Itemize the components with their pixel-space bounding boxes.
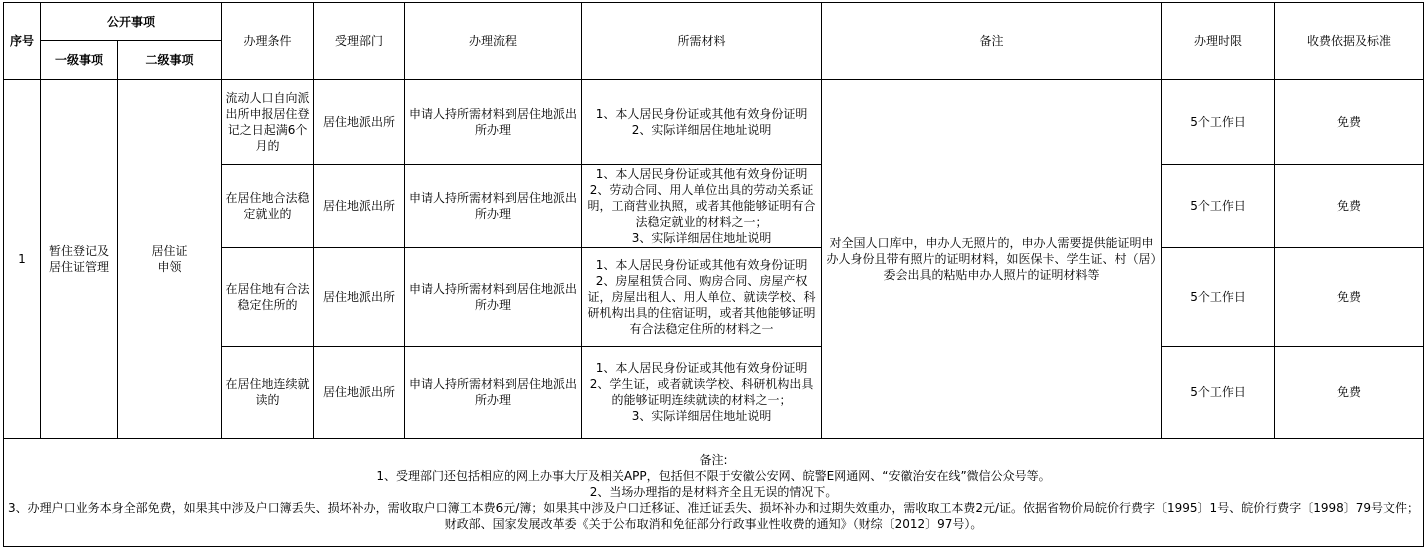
- header-department: 受理部门: [314, 3, 405, 80]
- materials-cell: [582, 248, 822, 346]
- department-cell: 居住地派出所: [314, 248, 405, 346]
- material-line: 1、本人居民身份证或其他有效身份证明: [595, 361, 808, 376]
- department-cell: 居住地派出所: [314, 80, 405, 165]
- table-row: [4, 80, 1424, 165]
- item-seq: 1: [4, 80, 41, 439]
- header-public-items: 公开事项: [41, 3, 222, 41]
- material-line: 2、实际详细居住地址说明: [631, 123, 772, 138]
- fee-cell: 免费: [1275, 80, 1424, 165]
- department-cell: 居住地派出所: [314, 346, 405, 438]
- time-limit-cell: 5个工作日: [1162, 248, 1275, 346]
- item-level2-line1: 居住证: [151, 243, 188, 258]
- material-line: 1、本人居民身份证或其他有效身份证明: [595, 167, 808, 182]
- process-cell: 申请人持所需材料到居住地派出所办理: [405, 165, 582, 248]
- item-level2: [118, 80, 222, 439]
- note-line: 3、办理户口业务本身全部免费，如果其中涉及户口簿丢失、损坏补办，需收取户口簿工本费6元/簿；如果其中涉及户口迁移证、准迁证丢失、损坏补办和过期失效重办，需收取工本费2元/证。依据省物价局皖价行费字〔1995〕1号、皖价行费字〔1998〕79号文件；财政部、国家发展改革委《关于公布取消和免征部分行政事业性收费的通知》（财综〔2012〕97号）。: [8, 501, 1419, 532]
- material-line: 2、劳动合同、用人单位出具的劳动关系证明，工商营业执照，或者其他能够证明有合法稳定就业的材料之一；: [587, 183, 816, 230]
- remark-cell: 对全国人口库中，申办人无照片的，申办人需要提供能证明申办人身份且带有照片的证明材料，如医保卡、学生证、村（居）委会出具的粘贴申办人照片的证明材料等: [822, 80, 1162, 439]
- process-cell: 申请人持所需材料到居住地派出所办理: [405, 80, 582, 165]
- materials-cell: [582, 346, 822, 438]
- notes-title: 备注:: [699, 453, 728, 468]
- department-cell: 居住地派出所: [314, 165, 405, 248]
- note-line: 2、当场办理指的是材料齐全且无误的情况下。: [589, 485, 838, 500]
- condition-cell: 流动人口自向派出所申报居住登记之日起满6个月的: [222, 80, 314, 165]
- materials-cell: [582, 80, 822, 165]
- condition-cell: 在居住地连续就读的: [222, 346, 314, 438]
- header-time-limit: 办理时限: [1162, 3, 1275, 80]
- process-cell: 申请人持所需材料到居住地派出所办理: [405, 346, 582, 438]
- material-line: 2、房屋租赁合同、购房合同、房屋产权证，房屋出租人、用人单位、就读学校、科研机构出具的住宿证明，或者其他能够证明有合法稳定住所的材料之一: [587, 274, 816, 336]
- header-seq: 序号: [4, 3, 41, 80]
- notes-cell: [4, 438, 1424, 546]
- material-line: 3、实际详细居住地址说明: [631, 409, 772, 424]
- header-level2: 二级事项: [118, 41, 222, 80]
- header-remarks: 备注: [822, 3, 1162, 80]
- condition-cell: 在居住地有合法稳定住所的: [222, 248, 314, 346]
- notes-row: [4, 438, 1424, 546]
- materials-cell: [582, 165, 822, 248]
- condition-cell: 在居住地合法稳定就业的: [222, 165, 314, 248]
- service-table: [3, 2, 1424, 547]
- header-fee-basis: 收费依据及标准: [1275, 3, 1424, 80]
- time-limit-cell: 5个工作日: [1162, 346, 1275, 438]
- time-limit-cell: 5个工作日: [1162, 80, 1275, 165]
- header-row-1: [4, 3, 1424, 41]
- header-conditions: 办理条件: [222, 3, 314, 80]
- material-line: 2、学生证，或者就读学校、科研机构出具的能够证明连续就读的材料之一；: [589, 377, 814, 408]
- fee-cell: 免费: [1275, 165, 1424, 248]
- material-line: 1、本人居民身份证或其他有效身份证明: [595, 258, 808, 272]
- time-limit-cell: 5个工作日: [1162, 165, 1275, 248]
- material-line: 3、实际详细居住地址说明: [631, 231, 772, 246]
- material-line: 1、本人居民身份证或其他有效身份证明: [595, 107, 808, 122]
- fee-cell: 免费: [1275, 248, 1424, 346]
- header-level1: 一级事项: [41, 41, 118, 80]
- process-cell: 申请人持所需材料到居住地派出所办理: [405, 248, 582, 346]
- header-process: 办理流程: [405, 3, 582, 80]
- item-level2-line2: 申领: [157, 259, 182, 274]
- fee-cell: 免费: [1275, 346, 1424, 438]
- note-line: 1、受理部门还包括相应的网上办事大厅及相关APP，包括但不限于安徽公安网、皖警E网通网、“安徽治安在线”微信公众号等。: [376, 469, 1051, 484]
- item-level1: 暂住登记及居住证管理: [41, 80, 118, 439]
- header-materials: 所需材料: [582, 3, 822, 80]
